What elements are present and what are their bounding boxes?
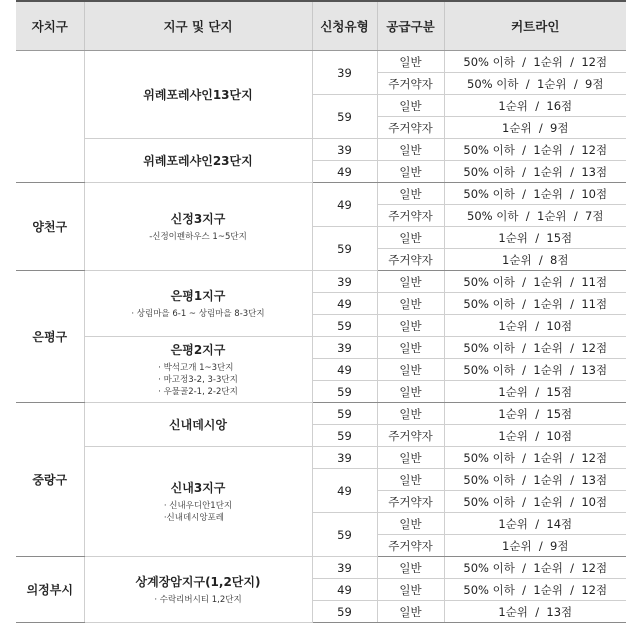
- supply-cell: 일반: [377, 139, 444, 161]
- site-subs: [154, 594, 241, 606]
- supply-cell: 주거약자: [377, 73, 444, 95]
- type-cell: 59: [312, 227, 377, 271]
- cutline-cell: 50% 이하 / 1순위 / 12점: [444, 447, 626, 469]
- site-cell: [84, 403, 312, 447]
- cutline-cell: 50% 이하 / 1순위 / 11점: [444, 271, 626, 293]
- type-cell: 49: [312, 469, 377, 513]
- supply-cell: 일반: [377, 403, 444, 425]
- cutline-cell: 1순위 / 15점: [444, 381, 626, 403]
- cutline-cell: 1순위 / 14점: [444, 513, 626, 535]
- header-district: 자치구: [16, 1, 84, 51]
- table-body: [16, 51, 626, 623]
- supply-cell: 일반: [377, 293, 444, 315]
- site-title: 신정3지구: [170, 212, 226, 226]
- site-cell: [84, 337, 312, 403]
- site-sub-item: · 신내우디안1단지: [163, 501, 233, 511]
- site-title: 신내3지구: [170, 481, 226, 495]
- cutline-cell: 1순위 / 13점: [444, 601, 626, 623]
- supply-cell: 일반: [377, 601, 444, 623]
- supply-cell: 주거약자: [377, 425, 444, 447]
- site-sub-item: ·신내데시앙포레: [163, 513, 225, 523]
- supply-cell: 일반: [377, 469, 444, 491]
- site-subs: [131, 308, 264, 320]
- header-supply: 공급구분: [377, 1, 444, 51]
- cutline-cell: 50% 이하 / 1순위 / 12점: [444, 337, 626, 359]
- cutline-cell: 50% 이하 / 1순위 / 13점: [444, 469, 626, 491]
- site-cell: [84, 271, 312, 337]
- supply-cell: 일반: [377, 51, 444, 73]
- cutline-cell: 1순위 / 10점: [444, 315, 626, 337]
- site-sub-item: -신정이펜하우스 1~5단지: [149, 232, 247, 242]
- cutline-cell: 50% 이하 / 1순위 / 12점: [444, 139, 626, 161]
- cutline-cell: 50% 이하 / 1순위 / 12점: [444, 51, 626, 73]
- table-row: [16, 403, 626, 425]
- supply-cell: 주거약자: [377, 491, 444, 513]
- cutline-cell: 50% 이하 / 1순위 / 10점: [444, 183, 626, 205]
- site-cell: [84, 447, 312, 557]
- supply-cell: 주거약자: [377, 117, 444, 139]
- site-cell: [84, 51, 312, 139]
- cutline-table-wrapper: [16, 0, 626, 623]
- supply-cell: 일반: [377, 579, 444, 601]
- table-row: [16, 557, 626, 579]
- type-cell: 59: [312, 95, 377, 139]
- supply-cell: 일반: [377, 271, 444, 293]
- cutline-cell: 50% 이하 / 1순위 / 11점: [444, 293, 626, 315]
- cutline-cell: 50% 이하 / 1순위 / 9점: [444, 73, 626, 95]
- table-row: [16, 271, 626, 293]
- district-cell: 의정부시: [16, 557, 84, 623]
- site-title: 위례포레샤인23단지: [143, 154, 253, 168]
- type-cell: 49: [312, 579, 377, 601]
- site-title: 은평1지구: [170, 289, 226, 303]
- type-cell: 39: [312, 271, 377, 293]
- type-cell: 59: [312, 513, 377, 557]
- type-cell: 39: [312, 557, 377, 579]
- district-cell: 양천구: [16, 183, 84, 271]
- table-row: [16, 337, 626, 359]
- type-cell: 49: [312, 161, 377, 183]
- site-sub-item: · 마고정3-2, 3-3단지: [158, 375, 238, 385]
- type-cell: 49: [312, 359, 377, 381]
- district-cell: 중랑구: [16, 403, 84, 557]
- type-cell: 59: [312, 403, 377, 425]
- cutline-cell: 50% 이하 / 1순위 / 12점: [444, 557, 626, 579]
- cutline-cell: 1순위 / 9점: [444, 117, 626, 139]
- supply-cell: 일반: [377, 447, 444, 469]
- supply-cell: 일반: [377, 337, 444, 359]
- cutline-cell: 50% 이하 / 1순위 / 7점: [444, 205, 626, 227]
- type-cell: 49: [312, 293, 377, 315]
- table-header: [16, 1, 626, 51]
- district-cell: [16, 51, 84, 183]
- header-site: 지구 및 단지: [84, 1, 312, 51]
- site-cell: [84, 183, 312, 271]
- type-cell: 59: [312, 381, 377, 403]
- supply-cell: 일반: [377, 315, 444, 337]
- site-cell: [84, 557, 312, 623]
- supply-cell: 주거약자: [377, 535, 444, 557]
- cutline-cell: 50% 이하 / 1순위 / 12점: [444, 579, 626, 601]
- table-row: [16, 447, 626, 469]
- site-sub-item: · 상림마을 6-1 ~ 상림마을 8-3단지: [131, 309, 265, 319]
- type-cell: 59: [312, 425, 377, 447]
- type-cell: 49: [312, 183, 377, 227]
- cutline-cell: 50% 이하 / 1순위 / 13점: [444, 161, 626, 183]
- district-cell: 은평구: [16, 271, 84, 403]
- type-cell: 59: [312, 315, 377, 337]
- supply-cell: 일반: [377, 161, 444, 183]
- site-title: 신내데시앙: [169, 418, 227, 432]
- site-sub-item: · 수락리버시티 1,2단지: [154, 595, 242, 605]
- site-subs: [149, 231, 247, 243]
- cutline-cell: 50% 이하 / 1순위 / 10점: [444, 491, 626, 513]
- table-row: [16, 139, 626, 161]
- supply-cell: 일반: [377, 359, 444, 381]
- table-row: [16, 51, 626, 73]
- header-row: [16, 1, 626, 51]
- supply-cell: 일반: [377, 557, 444, 579]
- cutline-cell: 1순위 / 9점: [444, 535, 626, 557]
- supply-cell: 주거약자: [377, 249, 444, 271]
- site-sub-item: · 박석고개 1~3단지: [158, 363, 234, 373]
- supply-cell: 일반: [377, 381, 444, 403]
- header-cutline: 커트라인: [444, 1, 626, 51]
- site-title: 상계장암지구(1,2단지): [135, 575, 261, 589]
- supply-cell: 일반: [377, 227, 444, 249]
- type-cell: 39: [312, 51, 377, 95]
- site-title: 위례포레샤인13단지: [143, 88, 253, 102]
- cutline-cell: 1순위 / 8점: [444, 249, 626, 271]
- cutline-cell: 1순위 / 16점: [444, 95, 626, 117]
- type-cell: 39: [312, 447, 377, 469]
- site-title: 은평2지구: [170, 343, 226, 357]
- supply-cell: 일반: [377, 513, 444, 535]
- type-cell: 39: [312, 337, 377, 359]
- cutline-table: [16, 0, 626, 623]
- supply-cell: 주거약자: [377, 205, 444, 227]
- supply-cell: 일반: [377, 183, 444, 205]
- header-type: 신청유형: [312, 1, 377, 51]
- site-sub-item: · 우물골2-1, 2-2단지: [158, 387, 238, 397]
- cutline-cell: 50% 이하 / 1순위 / 13점: [444, 359, 626, 381]
- supply-cell: 일반: [377, 95, 444, 117]
- cutline-cell: 1순위 / 10점: [444, 425, 626, 447]
- site-subs: [158, 362, 238, 398]
- cutline-cell: 1순위 / 15점: [444, 227, 626, 249]
- site-cell: [84, 139, 312, 183]
- type-cell: 59: [312, 601, 377, 623]
- type-cell: 39: [312, 139, 377, 161]
- cutline-cell: 1순위 / 15점: [444, 403, 626, 425]
- site-subs: [164, 500, 232, 524]
- table-row: [16, 183, 626, 205]
